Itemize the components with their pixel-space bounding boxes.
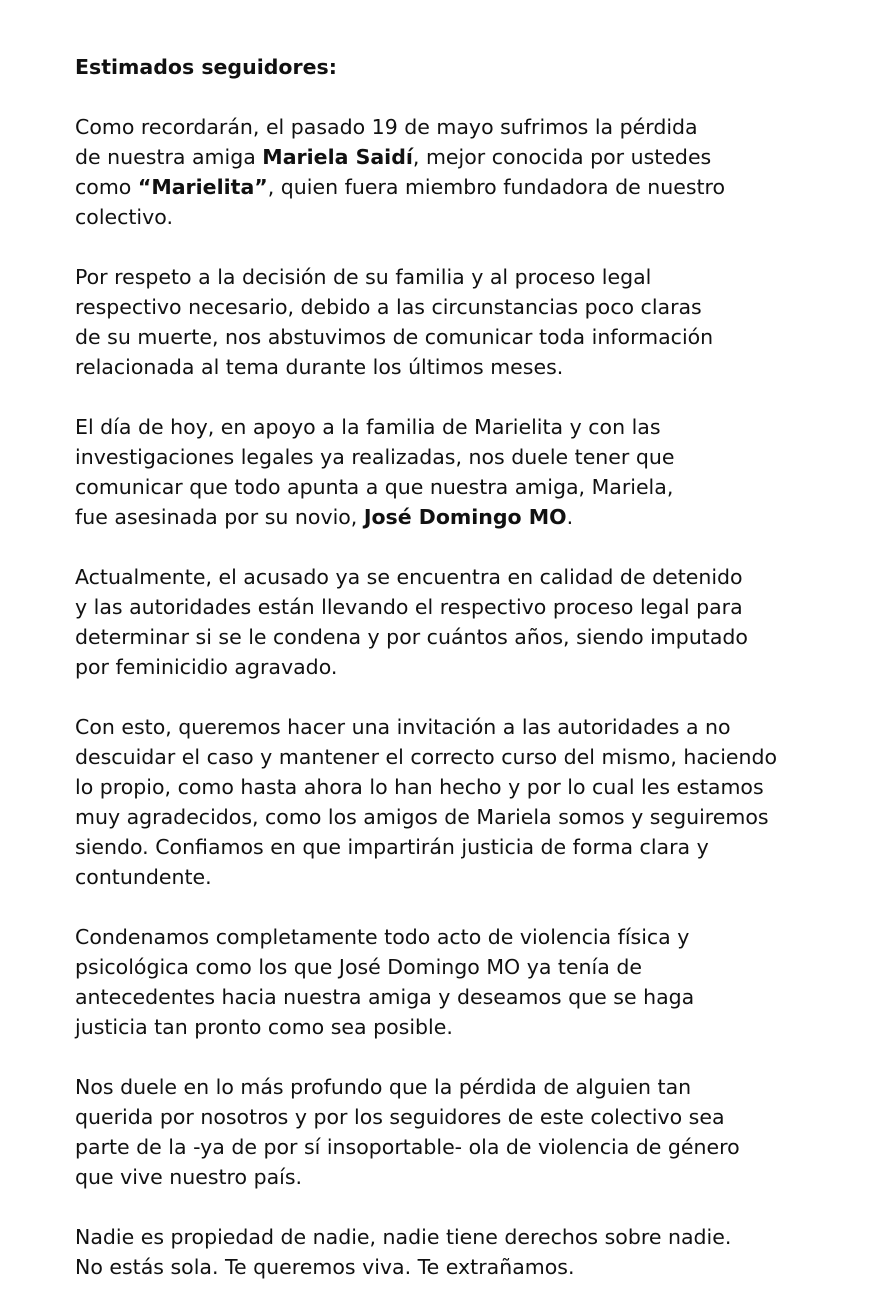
paragraph-line	[75, 502, 855, 532]
text-run: de nuestra amiga	[75, 145, 263, 169]
bold-name: Mariela Saidí	[262, 145, 413, 169]
paragraph-line: No estás sola. Te queremos viva. Te extrañamos.	[75, 1255, 575, 1279]
letter	[75, 52, 855, 1312]
paragraph-line: antecedentes hacia nuestra amiga y deseamos que se haga	[75, 985, 695, 1009]
paragraph-7	[75, 1072, 855, 1192]
greeting-heading: Estimados seguidores:	[75, 55, 337, 79]
paragraph-line: comunicar que todo apunta a que nuestra amiga, Mariela,	[75, 475, 674, 499]
paragraph-line: que vive nuestro país.	[75, 1165, 303, 1189]
paragraph-line: colectivo.	[75, 205, 173, 229]
paragraph-line: descuidar el caso y mantener el correcto curso del mismo, haciendo	[75, 745, 778, 769]
text-run: como	[75, 175, 138, 199]
paragraph-line: Condenamos completamente todo acto de violencia física y	[75, 925, 690, 949]
paragraph-line: Nos duele en lo más profundo que la pérdida de alguien tan	[75, 1075, 692, 1099]
text-run: .	[566, 505, 574, 529]
bold-accused-name: José Domingo MO	[363, 505, 567, 529]
paragraph-line: parte de la -ya de por sí insoportable- ola de violencia de género	[75, 1135, 740, 1159]
paragraph-line: psicológica como los que José Domingo MO ya tenía de	[75, 955, 642, 979]
paragraph-1	[75, 112, 855, 232]
paragraph-line: determinar si se le condena y por cuántos años, siendo imputado	[75, 625, 748, 649]
bold-nickname: “Marielita”	[137, 175, 268, 199]
text-run: , quien fuera miembro fundadora de nuestro	[267, 175, 726, 199]
paragraph-line: de su muerte, nos abstuvimos de comunicar toda información	[75, 325, 714, 349]
paragraph-line	[75, 172, 855, 202]
paragraph-line: Actualmente, el acusado ya se encuentra en calidad de detenido	[75, 565, 743, 589]
text-run: fue asesinada por su novio,	[75, 505, 364, 529]
paragraph-line: y las autoridades están llevando el respectivo proceso legal para	[75, 595, 743, 619]
text-run: , mejor conocida por ustedes	[412, 145, 712, 169]
paragraph-line: Con esto, queremos hacer una invitación a las autoridades a no	[75, 715, 731, 739]
paragraph-4	[75, 562, 855, 682]
paragraph-line: siendo. Confiamos en que impartirán justicia de forma clara y	[75, 835, 709, 859]
paragraph-line: querida por nosotros y por los seguidores de este colectivo sea	[75, 1105, 725, 1129]
paragraph-2	[75, 262, 855, 382]
paragraph-line: relacionada al tema durante los últimos meses.	[75, 355, 564, 379]
paragraph-line: justicia tan pronto como sea posible.	[75, 1015, 453, 1039]
paragraph-3	[75, 412, 855, 532]
paragraph-line	[75, 142, 855, 172]
paragraph-6	[75, 922, 855, 1042]
paragraph-line: El día de hoy, en apoyo a la familia de Marielita y con las	[75, 415, 661, 439]
paragraph-8	[75, 1222, 855, 1282]
paragraph-5	[75, 712, 855, 892]
paragraph-line: lo propio, como hasta ahora lo han hecho y por lo cual les estamos	[75, 775, 764, 799]
paragraph-line: Como recordarán, el pasado 19 de mayo sufrimos la pérdida	[75, 115, 698, 139]
paragraph-line: por feminicidio agravado.	[75, 655, 338, 679]
paragraph-line: investigaciones legales ya realizadas, nos duele tener que	[75, 445, 675, 469]
paragraph-line: Nadie es propiedad de nadie, nadie tiene derechos sobre nadie.	[75, 1225, 732, 1249]
paragraph-line: muy agradecidos, como los amigos de Mariela somos y seguiremos	[75, 805, 769, 829]
paragraph-line: respectivo necesario, debido a las circunstancias poco claras	[75, 295, 702, 319]
paragraph-line: Por respeto a la decisión de su familia y al proceso legal	[75, 265, 652, 289]
paragraph-line: contundente.	[75, 865, 212, 889]
